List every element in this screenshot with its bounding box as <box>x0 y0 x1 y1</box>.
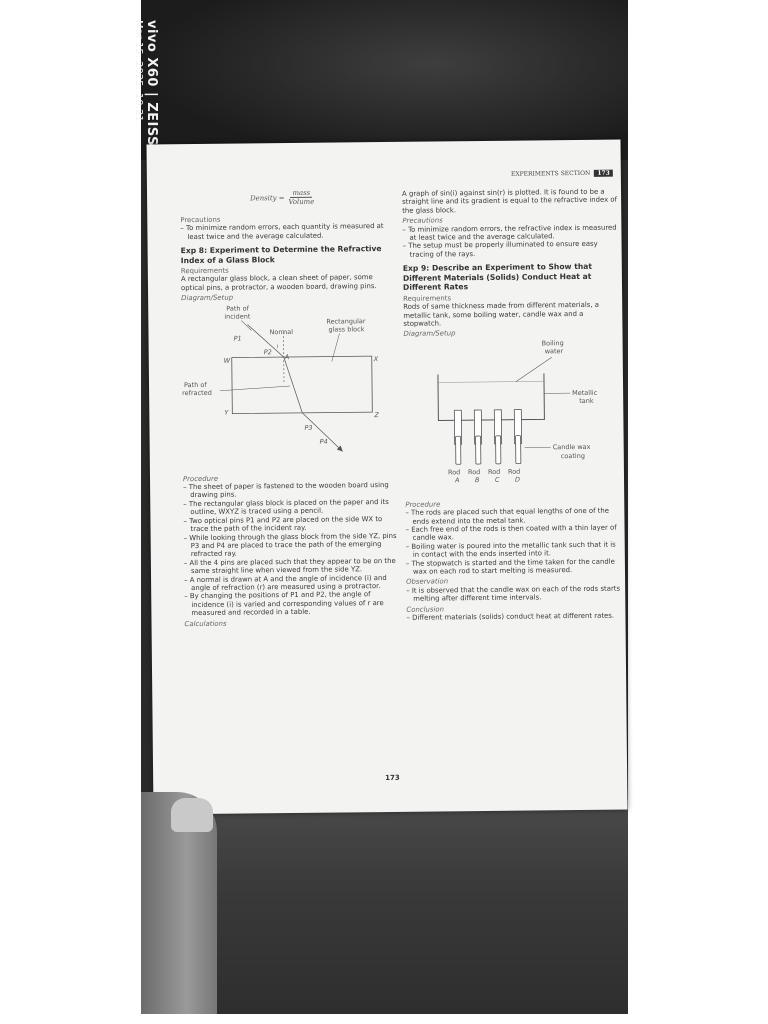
emergent-ray <box>302 412 342 451</box>
procedure-item: – Boiling water is poured into the metallic tank such that it is in contact with the ends inserted into it. <box>405 540 616 559</box>
rod-letter: A <box>454 476 460 485</box>
rod-label: Rod <box>487 467 501 476</box>
rod-letter: D <box>514 475 521 484</box>
observation-item: – It is observed that the candle wax on each of the rods starts melting after different time intervals. <box>406 584 621 603</box>
rod-label: Rod <box>447 468 461 477</box>
procedure-item: – Two optical pins P1 and P2 are placed on the side WX to trace the path of the incident ray. <box>183 514 383 534</box>
requirements-heading: Requirements <box>403 294 452 303</box>
label-y: Y <box>224 408 229 417</box>
label-path-incident-2: incident <box>224 312 251 321</box>
procedure-item: – All the 4 pins are placed such that they appear to be on the same straight line when viewed from the side YZ. <box>183 556 396 576</box>
diagram-heading: Diagram/Setup <box>181 293 234 303</box>
requirements-text: Rods of same thickness made from different materials, a metallic tank, some boiling water, candle wax and a stopwatch. <box>403 300 600 328</box>
exp9-title: Exp 9: Describe an Experiment to Show that Different Materials (Solids) Conduct Heat at Different Rates <box>402 262 593 293</box>
precautions-heading: Precautions <box>402 216 443 226</box>
label-glass-block-2: glass block <box>328 324 365 334</box>
rod-label: Rod <box>467 467 481 476</box>
page-badge: 173 <box>594 170 613 177</box>
label-candle-wax-1: Candle wax <box>552 442 591 452</box>
label-boiling-water-1: Boiling <box>541 338 564 348</box>
precaution-item: – The setup must be properly illuminated to ensure easy tracing of the rays. <box>402 240 598 259</box>
thumbnail-nail <box>171 798 213 832</box>
procedure-heading: Procedure <box>182 474 219 483</box>
graph-text: A graph of sin(i) against sin(r) is plotted. It is found to be a straight line and its gradient is equal to the refractive index of the glass block. <box>401 187 618 215</box>
procedure-item: – Each free end of the rods is then coated with a thin layer of candle wax. <box>405 523 617 543</box>
procedure-heading: Procedure <box>405 500 441 509</box>
label-x: X <box>373 354 379 363</box>
refracted-ray <box>284 357 303 413</box>
label-metallic-tank-1: Metallic <box>572 388 598 397</box>
label-p3: P3 <box>304 423 313 432</box>
photo-frame <box>133 0 628 1014</box>
label-p1: P1 <box>233 334 242 343</box>
procedure-item: – The rods are placed such that equal lengths of one of the ends extend into the metal tank. <box>405 506 610 526</box>
rod-letter: B <box>474 475 480 484</box>
label-path-refracted-2: refracted <box>182 388 212 397</box>
glass-block-outline <box>232 356 373 413</box>
formula-fraction <box>288 189 314 207</box>
left-column <box>180 182 400 628</box>
background-top <box>141 0 628 160</box>
density-formula <box>250 188 395 207</box>
boiling-water-pointer <box>516 357 552 381</box>
path-refracted-pointer <box>220 386 290 391</box>
label-path-refracted-1: Path of <box>183 380 207 389</box>
page-header <box>511 170 613 178</box>
label-w: W <box>223 356 231 365</box>
procedure-item: – By changing the positions of P1 and P2, the angle of incidence (i) is varied and corresponding values of r are measured and recorded in a table. <box>184 590 384 618</box>
label-p4: P4 <box>319 437 328 446</box>
rod-letter: C <box>494 475 500 484</box>
requirements-text: A rectangular glass block, a clean sheet of paper, some optical pins, a protractor, a wooden board, drawing pins. <box>180 273 377 292</box>
right-column <box>402 188 622 623</box>
label-p2: P2 <box>263 347 272 356</box>
precaution-item: – To minimize random errors, the refractive index is measured at least twice and the average calculated. <box>402 223 617 242</box>
book-page <box>147 140 628 815</box>
procedure-item: – While looking through the glass block from the side YZ, pins P3 and P4 are placed to trace the path of the emerging refracted ray. <box>183 531 397 559</box>
label-metallic-tank-2: tank <box>579 396 594 405</box>
rod-label: Rod <box>507 467 521 476</box>
formula-lhs: Density = <box>250 193 285 203</box>
label-path-incident-1: Path of <box>226 304 249 313</box>
requirements-heading: Requirements <box>180 266 229 276</box>
metallic-tank <box>438 373 544 420</box>
label-a: A <box>284 352 290 361</box>
label-glass-block-1: Rectangular <box>326 316 366 326</box>
conclusion-item: – Different materials (solids) conduct heat at different rates. <box>406 611 615 622</box>
rod-c <box>494 410 502 464</box>
heat-conduction-diagram <box>404 336 621 498</box>
procedure-item: – A normal is drawn at A and the angle of incidence (i) and angle of refraction (r) are measured using a protractor. <box>184 573 387 592</box>
exp8-title: Exp 8: Experiment to Determine the Refractive Index of a Glass Block <box>180 244 382 265</box>
camera-watermark <box>133 20 159 146</box>
formula-denominator: Volume <box>288 198 315 207</box>
calculations-heading: Calculations <box>184 619 227 628</box>
section-title: EXPERIMENTS SECTION <box>510 169 591 178</box>
procedure-item: – The rectangular glass block is placed on the paper and its outline, WXYZ is traced using a pencil. <box>183 497 389 517</box>
precautions-heading: Precautions <box>180 215 221 224</box>
label-candle-wax-2: coating <box>560 451 585 460</box>
rod-d <box>514 409 522 463</box>
precaution-item: – To minimize random errors, each quantity is measured at least twice and the average calculated. <box>180 222 384 241</box>
label-z: Z <box>374 410 379 419</box>
rod-a <box>454 410 462 464</box>
procedure-item: – The sheet of paper is fastened to the wooden board using drawing pins. <box>183 481 389 500</box>
formula-numerator: mass <box>290 189 312 199</box>
observation-heading: Observation <box>406 577 449 587</box>
conclusion-heading: Conclusion <box>406 605 444 614</box>
label-i: i <box>276 343 279 350</box>
label-boiling-water-2: water <box>544 346 564 356</box>
tank-water-level <box>438 381 544 382</box>
path-incident-pointer <box>241 320 251 330</box>
diagram-heading: Diagram/Setup <box>403 329 456 339</box>
camera-brand: vivo X60 | ZEISS <box>144 19 160 147</box>
procedure-item: – The stopwatch is started and the time taken for the candle wax on each rod to start melting is measured. <box>405 557 615 576</box>
camera-datetime: Mar 15, 2025, 10:21 <box>133 19 145 122</box>
label-normal: Normal <box>269 327 294 336</box>
glass-block-pointer <box>331 333 339 361</box>
refraction-diagram <box>181 301 398 473</box>
rod-b <box>474 410 482 464</box>
page-number: 173 <box>385 773 400 783</box>
